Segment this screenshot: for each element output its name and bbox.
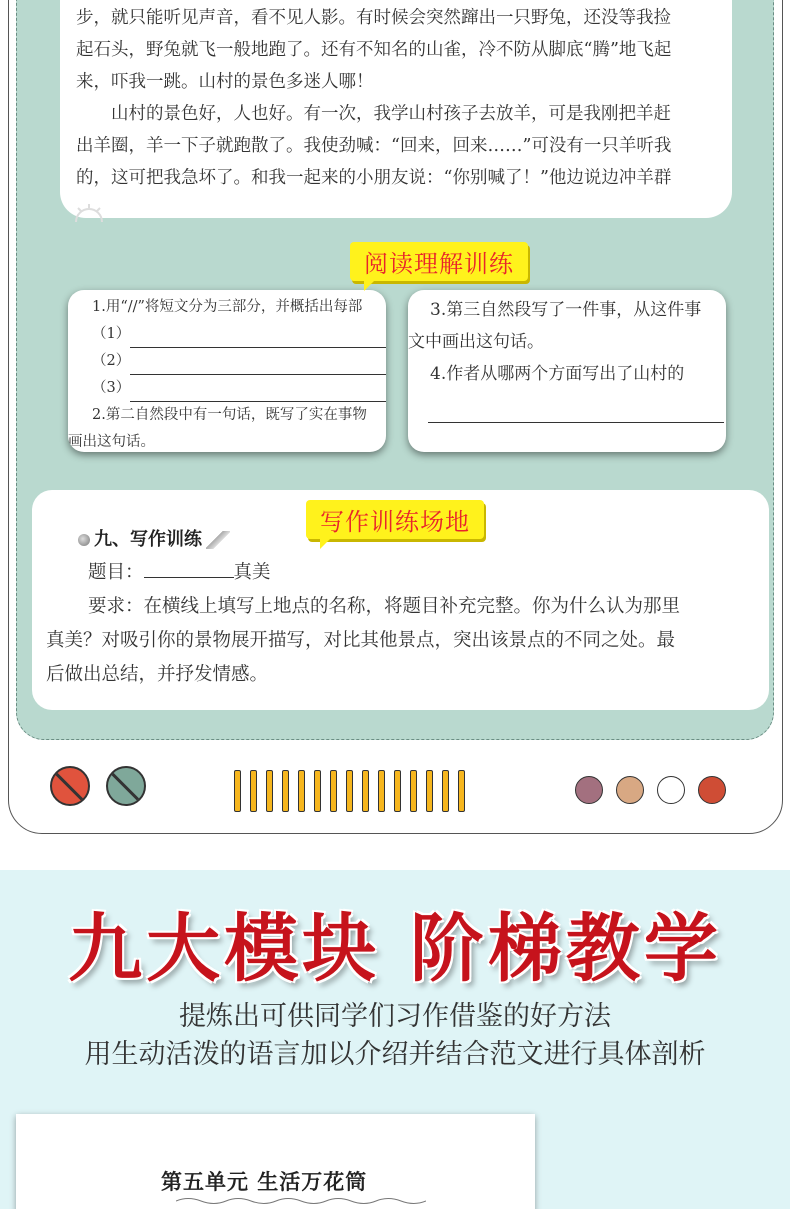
question-3: 3.第三自然段写了一件事，从这件事 [430,300,702,320]
answer-row-1[interactable] [92,321,386,348]
story-text-box [60,0,732,218]
story-line: 的，这可把我急坏了。和我一起来的小朋友说：“你别喊了！”他边说边冲羊群 [76,168,672,188]
question-4: 4.作者从哪两个方面写出了山村的 [430,364,685,384]
reading-question-card-left [68,290,386,452]
story-line: 山村的景色好，人也好。有一次，我学山村孩子去放羊，可是我刚把羊赶 [111,104,671,124]
color-dot [575,776,603,804]
promo-subtitle: 用生动活泼的语言加以介绍并结合范文进行具体剖析 [84,1039,706,1070]
requirement-line: 要求：在横线上填写上地点的名称，将题目补充完整。你为什么认为那里 [88,596,681,617]
title-prefix: 题目： [88,562,144,583]
red-stripe-circle-icon [50,766,90,806]
answer-number: （2） [92,353,131,369]
answer-blank[interactable] [428,390,724,423]
question-2-continued: 画出这句话。 [68,434,155,450]
bullet-icon [78,534,90,546]
color-dot [657,776,685,804]
writing-training-label: 写作训练场地 [306,500,484,539]
story-line: 来，吓我一跳。山村的景色多迷人哪！ [76,72,374,92]
story-line: 出羊圈，羊一下子就跑散了。我使劲喊：“回来，回来……”可没有一只羊听我 [76,136,672,156]
requirement-line: 后做出总结，并抒发情感。 [46,664,269,685]
title-blank[interactable] [144,556,234,578]
color-dot [698,776,726,804]
sun-icon [72,202,106,222]
color-dot [616,776,644,804]
essay-title-row [88,556,769,590]
answer-blank[interactable] [428,423,724,452]
answer-blank[interactable] [130,332,386,348]
wave-underline-icon [176,1196,426,1206]
question-3-continued: 文中画出这句话。 [408,332,544,352]
section-title-text: 九、写作训练 [94,529,202,550]
chapter-preview-card [16,1114,535,1209]
answer-blank[interactable] [130,359,386,375]
chapter-heading: 第五单元 生活万花筒 [161,1170,368,1194]
answer-row-3[interactable] [92,375,386,402]
question-1: 1.用“//”将短文分为三部分，并概括出每部 [92,299,363,315]
pen-icon [206,531,230,549]
binding-rings [234,770,465,812]
answer-number: （3） [92,380,131,396]
answer-row-2[interactable] [92,348,386,375]
title-suffix: 真美 [233,562,271,583]
promo-subtitle: 提炼出可供同学们习作借鉴的好方法 [179,1001,611,1032]
promo-title: 九大模块 阶梯教学 [68,906,722,992]
promo-section [0,870,790,1209]
question-2: 2.第二自然段中有一句话，既写了实在事物 [92,407,367,423]
reading-question-card-right [408,290,726,452]
answer-blank[interactable] [130,386,386,402]
story-line: 起石头，野兔就飞一般地跑了。还有不知名的山雀，冷不防从脚底“腾”地飞起 [76,40,672,60]
requirement-line: 真美？对吸引你的景物展开描写，对比其他景点，突出该景点的不同之处。最 [46,630,676,651]
story-line: 步，就只能听见声音，看不见人影。有时候会突然蹿出一只野兔，还没等我捡 [76,8,671,28]
teal-stripe-circle-icon [106,766,146,806]
reading-training-label: 阅读理解训练 [350,242,528,281]
answer-number: （1） [92,326,131,342]
